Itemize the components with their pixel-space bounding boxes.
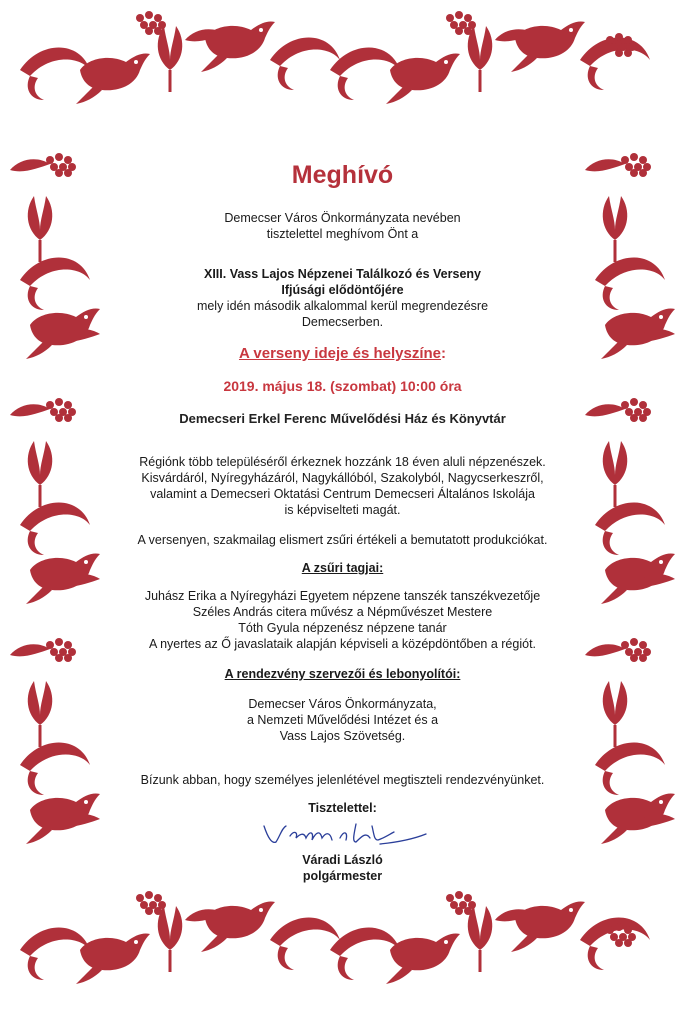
top-ornament-band bbox=[20, 11, 650, 104]
left-ornament-column bbox=[10, 153, 100, 844]
participants-line-3: valamint a Demecseri Oktatási Centrum Demecseri Általános Iskolája bbox=[150, 487, 535, 501]
sign-name: Váradi László bbox=[302, 853, 383, 867]
participants-line-2: Kisvárdáról, Nyíregyházáról, Nagykállóból, Szakolyból, Nagycserkeszről, bbox=[141, 471, 544, 485]
event-desc-line-1: mely idén második alkalommal kerül megrendezésre bbox=[196, 299, 489, 313]
sign-greeting: Tisztelettel: bbox=[308, 801, 377, 815]
event-venue: Demecseri Erkel Ferenc Művelődési Ház és Könyvtár bbox=[179, 411, 506, 426]
jury-note: A versenyen, szakmailag elismert zsűri értékeli a bemutatott produkciókat. bbox=[137, 533, 548, 547]
organizers-heading: A rendezvény szervezői és lebonyolítói: bbox=[224, 667, 461, 681]
jury-heading: A zsűri tagjai: bbox=[301, 561, 384, 575]
event-desc-line-2: Demecserben. bbox=[301, 315, 384, 329]
handwritten-signature bbox=[260, 818, 430, 852]
sign-role: polgármester bbox=[302, 869, 383, 883]
event-name-line-2: Ifjúsági elődöntőjére bbox=[281, 283, 404, 297]
right-ornament-column bbox=[585, 153, 675, 844]
participants-line-1: Régiónk több településéről érkeznek hozzánk 18 éven aluli népzenészek. bbox=[139, 455, 546, 469]
jury-member-3: Tóth Gyula népzenész népzene tanár bbox=[238, 621, 447, 635]
event-name-line-1: XIII. Vass Lajos Népzenei Találkozó és Verseny bbox=[204, 267, 481, 281]
organizer-2: a Nemzeti Művelődési Intézet és a bbox=[246, 713, 439, 727]
jury-member-2: Széles András citera művész a Népművészet Mestere bbox=[192, 605, 493, 619]
page-title: Meghívó bbox=[291, 161, 394, 189]
time-place-heading-text: A verseny ideje és helyszíne bbox=[238, 345, 442, 362]
invitation-body bbox=[110, 160, 575, 884]
jury-member-4: A nyertes az Ő javaslataik alapján képviseli a középdöntőben a régiót. bbox=[148, 637, 537, 651]
intro-line-2: tisztelettel meghívom Önt a bbox=[266, 227, 419, 241]
time-place-heading-colon: : bbox=[441, 345, 447, 362]
organizer-1: Demecser Város Önkormányzata, bbox=[248, 697, 437, 711]
closing-text: Bízunk abban, hogy személyes jelenlétével megtiszteli rendezvényünket. bbox=[140, 773, 545, 787]
time-place-heading bbox=[110, 344, 575, 364]
signature-area bbox=[110, 816, 575, 852]
jury-member-1: Juhász Erika a Nyíregyházi Egyetem népzene tanszék tanszékvezetője bbox=[144, 589, 541, 603]
bottom-ornament-band bbox=[20, 891, 650, 984]
participants-line-4: is képviselteti magát. bbox=[284, 503, 401, 517]
intro-line-1: Demecser Város Önkormányzata nevében bbox=[224, 211, 461, 225]
organizer-3: Vass Lajos Szövetség. bbox=[279, 729, 406, 743]
event-date: 2019. május 18. (szombat) 10:00 óra bbox=[223, 378, 462, 394]
